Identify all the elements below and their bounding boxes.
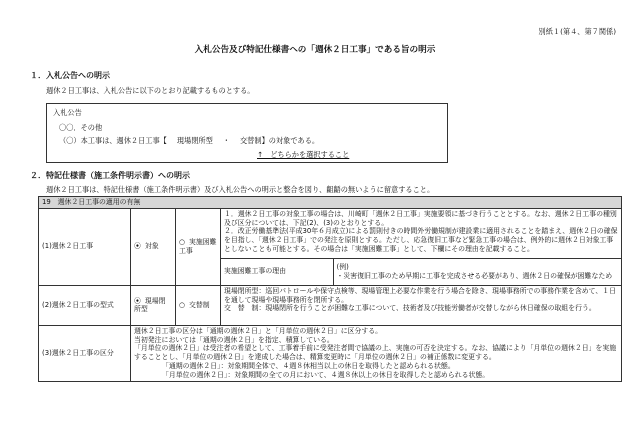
- document-reference: 別紙１(第４、第７関係): [538, 27, 616, 36]
- row3-def-full-term: 「通期の週休２日」：対象期間全体で、４週８休相当以上の休日を取得したと認められる状態。: [162, 362, 455, 371]
- row1-reason-cell: [221, 258, 622, 285]
- row3-line: 週休２日工事の区分は「通期の週休２日」と「月単位の週休２日」に区分する。: [134, 326, 383, 335]
- page-title: 入札公告及び特記仕様書への「週休２日工事」である旨の明示: [194, 45, 436, 55]
- reason-label: 実施困難工事の理由: [221, 259, 333, 285]
- radio-unselected-icon[interactable]: ○: [179, 238, 186, 246]
- box-item: 〇〇．その他: [59, 123, 103, 132]
- reason-text: (例) ・災害復旧工事のため早期に工事を完成させる必要があり、週休２日の確保が困難なため: [336, 263, 613, 280]
- section1-heading: １．入札公告への明示: [30, 71, 110, 80]
- box-title: 入札公告: [53, 108, 82, 117]
- row3-label: (3)週休２日工事の区分: [39, 325, 131, 381]
- radio-selected-icon[interactable]: ⦿: [134, 296, 141, 305]
- row2-option-shift-label: 交替制: [189, 300, 210, 309]
- radio-unselected-icon[interactable]: ○: [179, 300, 186, 309]
- radio-selected-icon[interactable]: ⦿: [134, 242, 141, 251]
- box-statement: [59, 136, 319, 145]
- row1-option-difficult-label: 実施困難工事: [179, 238, 217, 255]
- spec-table: [38, 196, 622, 382]
- row1-description: １．週休２日工事の対象工事の場合は、川崎町「週休２日工事」実施要領に基づき行うこととする。なお、週休２日工事の種別及び区分については、下記(2)、(3)のとおりとする。 ２．改正労働基準法(平成30年６月成立)による罰則付きの時間外労働規制が建設業に適用されることを踏まえ、週休２日の確保を目指し、「週休２日工事」での発注を原則とする。ただし、応急復旧工事など緊急工事の場合は、例外的に週休２日対象工事としないことも可能とする。その場合は「実施困難工事」として、下欄にその理由を記載すること。: [221, 208, 622, 258]
- choose-one-note: ↑ どちらかを選択すること: [257, 150, 350, 159]
- section2-intro: 週休２日工事は、特記仕様書（施工条件明示書）及び入札公告への明示と整合を図り、齟齬の無いように留意すること。: [46, 185, 435, 194]
- tender-notice-box: [46, 103, 448, 163]
- row2-desc-closure: 現場閉所型：巡回パトロールや保守点検等、現場管理上必要な作業を行う場合を除き、現場事務所での事務作業を含めて、１日を通して現場や現場事務所を閉所する。: [224, 286, 617, 304]
- row1-option-difficult[interactable]: [176, 208, 221, 285]
- option-shift: 交替制: [239, 136, 262, 145]
- row3-def-monthly: 「月単位の週休２日」：対象期間の全ての月において、４週８休以上の休日を取得したと認められる状態。: [162, 370, 490, 379]
- row2-desc-shift: 交 替 制：現場閉所を行うことが困難な工事について、技術者及び技能労働者が交替しながら休日確保の取組を行う。: [224, 304, 596, 313]
- row3-line: 当初発注においては「通期の週休２日」を指定、積算している。: [134, 335, 334, 344]
- option-site-closure: 現場閉所型: [176, 136, 213, 145]
- row2-option-closure[interactable]: [131, 285, 176, 325]
- row1-option-target-label: 対象: [144, 242, 159, 251]
- row3-description: [131, 325, 622, 381]
- option-separator: ・: [222, 136, 230, 145]
- table-header: 19 週休２日工事の適用の有無: [39, 197, 622, 209]
- row1-label: (1)週休２日工事: [39, 208, 131, 285]
- section1-intro: 週休２日工事は、入札公告に以下のとおり記載するものとする。: [46, 86, 255, 95]
- statement-suffix: 】の対象である。: [261, 136, 320, 145]
- section2-heading: ２．特記仕様書（施工条件明示書）への明示: [30, 171, 190, 180]
- statement-prefix: （〇）本工事は、週休２日工事【: [59, 136, 167, 145]
- row2-description: [221, 285, 622, 325]
- row2-label: (2)週休２日工事の型式: [39, 285, 131, 325]
- row1-option-target[interactable]: [131, 208, 176, 285]
- row2-option-shift[interactable]: [176, 285, 221, 325]
- row3-line: 「月単位の週休２日」は受注者の希望として、工事着手前に受発注者間で協議の上、実施の可否を決定する。なお、協議により「月単位の週休２日」を実施することとし、「月単位の週休２日」を達成した場合は、精算変更時に「月単位の週休２日」の補正係数に変更する。: [134, 344, 617, 362]
- row2-option-closure-label: 現場閉所型: [134, 296, 166, 314]
